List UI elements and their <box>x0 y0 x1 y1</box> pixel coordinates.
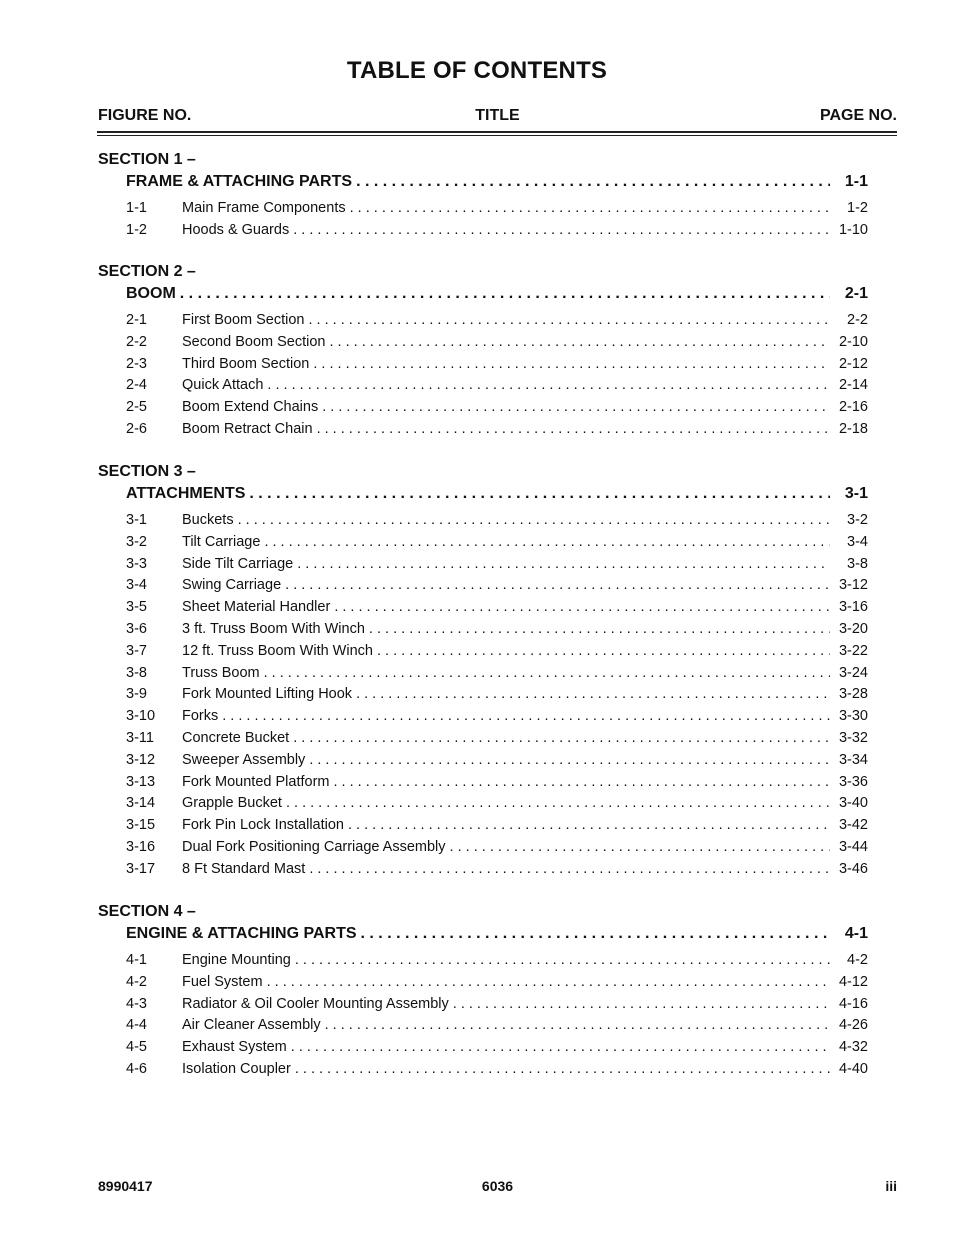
dot-leader <box>286 793 830 815</box>
figure-number: 3-1 <box>126 512 147 528</box>
figure-number: 2-5 <box>126 399 147 416</box>
toc-entry[interactable] <box>126 684 868 706</box>
figure-title: Isolation Coupler <box>182 1060 291 1077</box>
page-number: 4-2 <box>847 952 868 968</box>
page-number: 2-12 <box>838 355 868 372</box>
section-title: ENGINE & ATTACHING PARTS <box>126 925 357 942</box>
page-number: 3-16 <box>838 599 868 616</box>
page-number: 3-22 <box>838 642 868 659</box>
figure-title: Tilt Carriage <box>182 533 261 550</box>
section-page: 2-1 <box>844 285 868 302</box>
figure-title: Quick Attach <box>182 377 264 394</box>
figure-number: 3-10 <box>126 708 156 725</box>
toc-entry[interactable] <box>126 772 868 794</box>
toc-entry[interactable] <box>126 793 868 815</box>
figure-title: Radiator & Oil Cooler Mounting Assembly <box>182 995 449 1012</box>
dot-leader <box>369 619 830 641</box>
page-number: 3-46 <box>838 860 868 877</box>
header-rule-thin <box>97 135 897 136</box>
figure-title: Boom Retract Chain <box>182 420 313 437</box>
dot-leader <box>309 750 830 772</box>
figure-number: 3-3 <box>126 555 147 572</box>
figure-title: Hoods & Guards <box>182 221 290 238</box>
section-label: SECTION 4 – <box>98 903 196 920</box>
figure-number: 3-2 <box>126 533 147 550</box>
section-title: ATTACHMENTS <box>126 485 246 502</box>
page-number: 3-8 <box>847 555 868 572</box>
page-number: 4-26 <box>838 1017 868 1034</box>
figure-number: 1-2 <box>126 221 147 238</box>
toc-entry[interactable] <box>126 310 868 332</box>
section-page: 4-1 <box>844 925 868 942</box>
dot-leader <box>180 282 830 305</box>
toc-section-2 <box>98 261 868 441</box>
footer-page-number: iii <box>885 1178 897 1194</box>
page-number: 3-42 <box>838 817 868 834</box>
dot-leader <box>348 815 830 837</box>
toc-entry[interactable] <box>126 554 868 576</box>
figure-title: Engine Mounting <box>182 952 291 968</box>
page-footer <box>98 1178 897 1196</box>
figure-number: 3-9 <box>126 686 147 703</box>
toc-entry[interactable] <box>126 815 868 837</box>
dot-leader <box>249 482 830 505</box>
dot-leader <box>453 994 830 1016</box>
figure-number: 4-5 <box>126 1039 147 1056</box>
toc-entry[interactable] <box>126 510 868 532</box>
column-headers <box>98 107 897 127</box>
header-figure-no: FIGURE NO. <box>98 107 192 124</box>
figure-number: 2-1 <box>126 312 147 328</box>
dot-leader <box>334 597 830 619</box>
page-number: 3-24 <box>838 664 868 681</box>
toc-entry[interactable] <box>126 837 868 859</box>
page-number: 3-40 <box>838 795 868 812</box>
dot-leader <box>329 332 830 354</box>
dot-leader <box>325 1015 830 1037</box>
toc-entry[interactable] <box>126 220 868 242</box>
page-number: 3-28 <box>838 686 868 703</box>
toc-entry[interactable] <box>126 354 868 376</box>
dot-leader <box>333 772 830 794</box>
page-number: 3-2 <box>847 512 868 528</box>
figure-number: 3-4 <box>126 577 147 594</box>
page-number: 3-32 <box>838 729 868 746</box>
toc-entry[interactable] <box>126 1059 868 1081</box>
figure-title: Swing Carriage <box>182 577 282 594</box>
section-page: 1-1 <box>844 173 868 190</box>
figure-number: 1-1 <box>126 200 147 216</box>
page-number: 2-10 <box>838 333 868 350</box>
figure-title: Sheet Material Handler <box>182 599 331 616</box>
figure-number: 2-2 <box>126 333 147 350</box>
page-number: 1-10 <box>838 221 868 238</box>
page-number: 3-12 <box>838 577 868 594</box>
figure-title: Fork Mounted Lifting Hook <box>182 686 353 703</box>
figure-title: Grapple Bucket <box>182 795 282 812</box>
toc-section-3 <box>98 461 868 881</box>
dot-leader <box>356 684 830 706</box>
dot-leader <box>313 354 830 376</box>
dot-leader <box>264 532 830 554</box>
header-title: TITLE <box>475 107 520 124</box>
figure-title: Side Tilt Carriage <box>182 555 294 572</box>
page-number: 3-34 <box>838 751 868 768</box>
page-number: 4-12 <box>838 973 868 990</box>
figure-number: 3-5 <box>126 599 147 616</box>
figure-number: 4-3 <box>126 995 147 1012</box>
toc-section-1 <box>98 149 868 242</box>
header-rule-thick <box>97 131 897 133</box>
figure-number: 3-8 <box>126 664 147 681</box>
header-page-no: PAGE NO. <box>819 107 897 124</box>
section-heading[interactable] <box>126 922 868 945</box>
toc-entry[interactable] <box>126 532 868 554</box>
page-number: 3-30 <box>838 708 868 725</box>
dot-leader <box>238 510 830 532</box>
dot-leader <box>285 575 830 597</box>
footer-part-number: 8990417 <box>98 1178 153 1194</box>
page-number: 2-2 <box>847 312 868 328</box>
figure-number: 3-7 <box>126 642 147 659</box>
toc-entry[interactable] <box>126 575 868 597</box>
figure-number: 4-1 <box>126 952 147 968</box>
figure-number: 3-15 <box>126 817 156 834</box>
section-label: SECTION 3 – <box>98 463 196 480</box>
figure-title: Fork Mounted Platform <box>182 773 330 790</box>
figure-number: 2-3 <box>126 355 147 372</box>
toc-entry[interactable] <box>126 750 868 772</box>
dot-leader <box>297 554 830 576</box>
toc-entry[interactable] <box>126 994 868 1016</box>
figure-title: Dual Fork Positioning Carriage Assembly <box>182 838 446 855</box>
dot-leader <box>295 950 830 972</box>
dot-leader <box>309 859 830 881</box>
dot-leader <box>322 397 830 419</box>
toc-entry[interactable] <box>126 950 868 972</box>
page-number: 3-36 <box>838 773 868 790</box>
dot-leader <box>450 837 830 859</box>
dot-leader <box>293 728 830 750</box>
figure-title: 12 ft. Truss Boom With Winch <box>182 642 373 659</box>
page-number: 3-4 <box>847 533 868 550</box>
toc-entry[interactable] <box>126 375 868 397</box>
dot-leader <box>267 972 830 994</box>
toc-entry[interactable] <box>126 1015 868 1037</box>
section-page: 3-1 <box>844 485 868 502</box>
figure-title: Sweeper Assembly <box>182 751 306 768</box>
toc-entry[interactable] <box>126 728 868 750</box>
section-heading[interactable] <box>126 482 868 505</box>
figure-title: 8 Ft Standard Mast <box>182 860 306 877</box>
figure-title: Fork Pin Lock Installation <box>182 817 344 834</box>
page-number: 2-14 <box>838 377 868 394</box>
page-number: 4-16 <box>838 995 868 1012</box>
page-number: 4-40 <box>838 1060 868 1077</box>
section-title: BOOM <box>126 285 176 302</box>
page-number: 2-16 <box>838 399 868 416</box>
toc-entry[interactable] <box>126 619 868 641</box>
figure-title: Second Boom Section <box>182 333 326 350</box>
page-number: 4-32 <box>838 1039 868 1056</box>
figure-number: 4-2 <box>126 973 147 990</box>
toc-entry[interactable] <box>126 332 868 354</box>
page-number: 3-20 <box>838 620 868 637</box>
toc-entry[interactable] <box>126 706 868 728</box>
figure-number: 3-16 <box>126 838 156 855</box>
figure-title: Exhaust System <box>182 1039 287 1056</box>
dot-leader <box>377 641 830 663</box>
page-number: 1-2 <box>847 200 868 216</box>
figure-number: 3-12 <box>126 751 156 768</box>
toc-entry[interactable] <box>126 641 868 663</box>
dot-leader <box>291 1037 830 1059</box>
section-heading[interactable] <box>126 282 868 305</box>
figure-number: 3-13 <box>126 773 156 790</box>
section-heading[interactable] <box>126 170 868 193</box>
figure-title: Truss Boom <box>182 664 260 681</box>
section-label: SECTION 1 – <box>98 151 196 168</box>
toc-entry[interactable] <box>126 419 868 441</box>
dot-leader <box>293 220 830 242</box>
figure-title: First Boom Section <box>182 312 305 328</box>
toc-entry[interactable] <box>126 397 868 419</box>
figure-number: 3-14 <box>126 795 156 812</box>
figure-title: Buckets <box>182 512 234 528</box>
dot-leader <box>267 375 830 397</box>
dot-leader <box>222 706 830 728</box>
figure-title: Fuel System <box>182 973 263 990</box>
page-title: TABLE OF CONTENTS <box>346 57 608 84</box>
figure-number: 3-11 <box>126 729 154 746</box>
figure-number: 3-17 <box>126 860 156 877</box>
toc-entry[interactable] <box>126 1037 868 1059</box>
toc-entry[interactable] <box>126 198 868 220</box>
dot-leader <box>350 198 830 220</box>
toc-entry[interactable] <box>126 663 868 685</box>
toc-section-4 <box>98 901 868 1081</box>
figure-title: Concrete Bucket <box>182 729 290 746</box>
dot-leader <box>264 663 830 685</box>
figure-title: Air Cleaner Assembly <box>182 1017 321 1034</box>
toc-entry[interactable] <box>126 597 868 619</box>
figure-title: Boom Extend Chains <box>182 399 319 416</box>
dot-leader <box>361 922 830 945</box>
dot-leader <box>356 170 830 193</box>
figure-title: 3 ft. Truss Boom With Winch <box>182 620 365 637</box>
dot-leader <box>309 310 831 332</box>
figure-title: Forks <box>182 708 219 725</box>
figure-title: Third Boom Section <box>182 355 310 372</box>
toc-entry[interactable] <box>126 859 868 881</box>
figure-number: 3-6 <box>126 620 147 637</box>
footer-model: 6036 <box>481 1178 514 1194</box>
toc-entry[interactable] <box>126 972 868 994</box>
page-number: 2-18 <box>838 420 868 437</box>
figure-title: Main Frame Components <box>182 200 346 216</box>
section-label: SECTION 2 – <box>98 263 196 280</box>
figure-number: 2-4 <box>126 377 147 394</box>
figure-number: 4-6 <box>126 1060 147 1077</box>
figure-number: 2-6 <box>126 420 147 437</box>
dot-leader <box>317 419 830 441</box>
section-title: FRAME & ATTACHING PARTS <box>126 173 353 190</box>
page-number: 3-44 <box>838 838 868 855</box>
dot-leader <box>295 1059 830 1081</box>
figure-number: 4-4 <box>126 1017 147 1034</box>
